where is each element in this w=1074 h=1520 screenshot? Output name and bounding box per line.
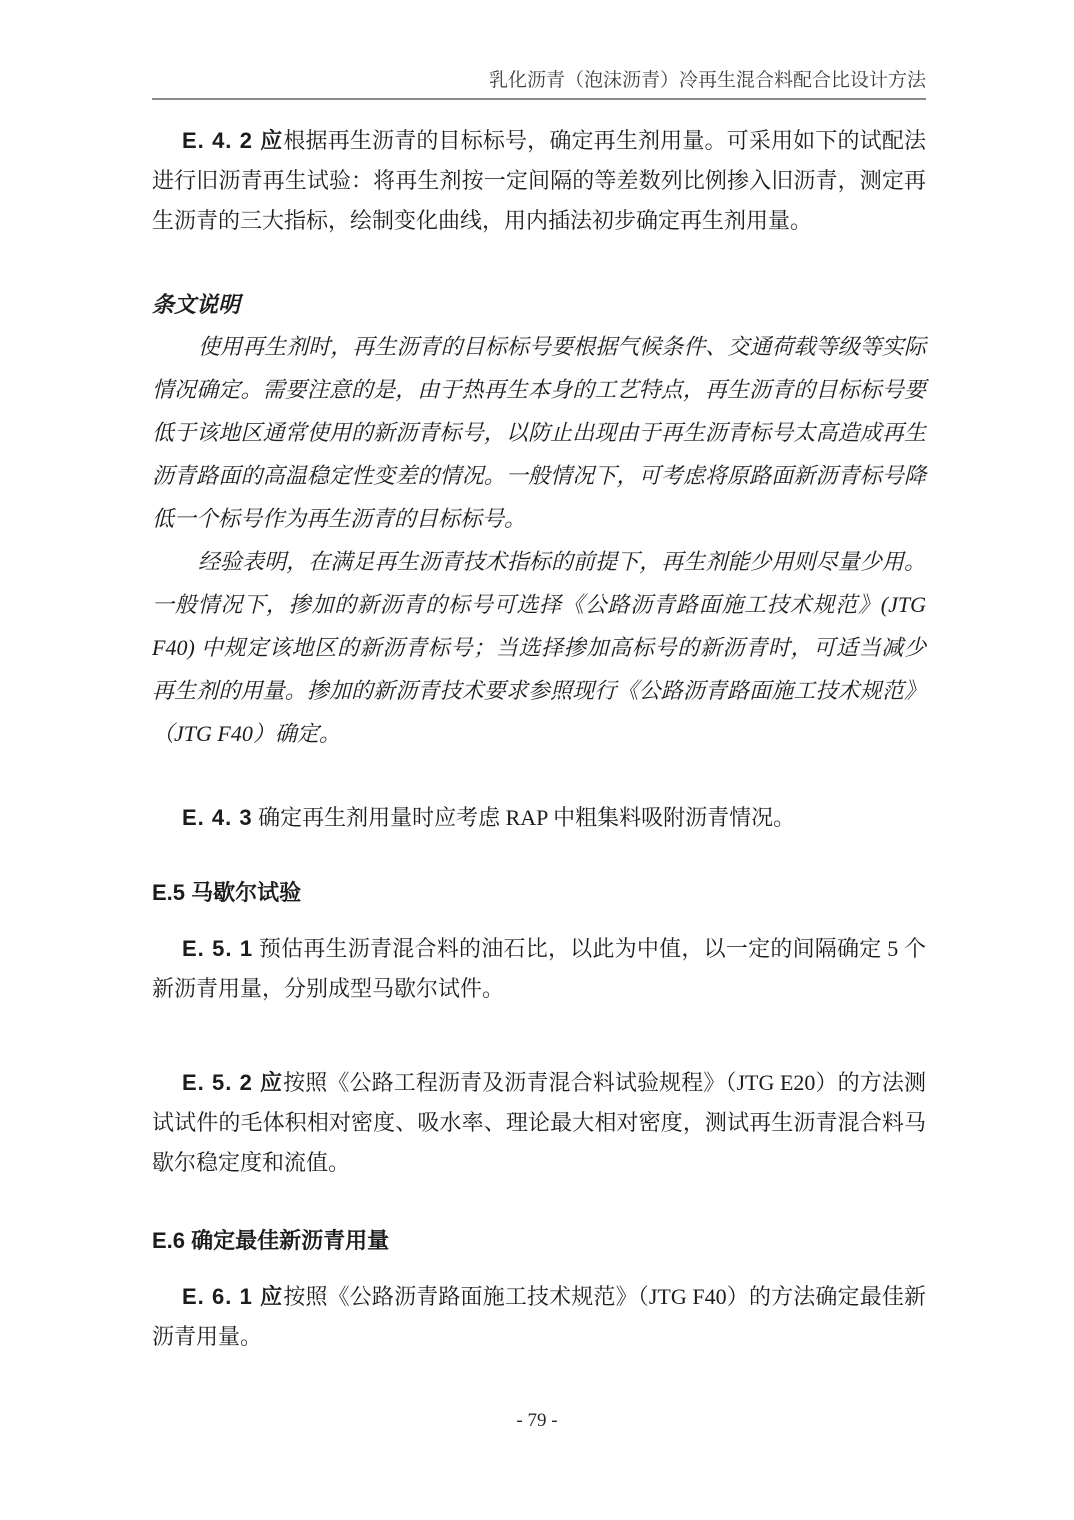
page-header (0, 0, 1074, 100)
clause-e5-1-number: E. 5. 1 (182, 936, 254, 961)
clause-e5-2-text: 按照《公路工程沥青及沥青混合料试验规程》（JTG E20）的方法测试试件的毛体积相对密度、吸水率、理论最大相对密度，测试再生沥青混合料马歇尔稳定度和流值。 (152, 1070, 926, 1175)
clause-e5-1-text: 预估再生沥青混合料的油石比，以此为中值，以一定的间隔确定 5 个新沥青用量，分别成型马歇尔试件。 (152, 936, 927, 1001)
header-rule (152, 98, 926, 100)
commentary-paragraph-2: 经验表明，在满足再生沥青技术指标的前提下，再生剂能少用则尽量少用。一般情况下，掺加的新沥青的标号可选择《公路沥青路面施工技术规范》(JTG F40) 中规定该地区的新沥青标号；当选择掺加高标号的新沥青时，可适当减少再生剂的用量。掺加的新沥青技术要求参照现行《公路沥青路面施工技术规范》（JTG F40）确定。 (152, 549, 926, 746)
commentary-paragraph-1: 使用再生剂时，再生沥青的目标标号要根据气候条件、交通荷载等级等实际情况确定。需要注意的是，由于热再生本身的工艺特点，再生沥青的目标标号要低于该地区通常使用的新沥青标号，以防止出现由于再生沥青标号太高造成再生沥青路面的高温稳定性变差的情况。一般情况下，可考虑将原路面新沥青标号降低一个标号作为再生沥青的目标标号。 (152, 334, 926, 531)
clause-e4-2 (152, 121, 926, 241)
clause-e5-1 (152, 929, 926, 1009)
page-number: - 79 - (516, 1410, 558, 1431)
clause-e6-1 (152, 1277, 926, 1357)
clause-e4-2-number: E. 4. 2 应 (182, 128, 284, 153)
document-body (0, 121, 1074, 1357)
clause-e5-2-number: E. 5. 2 应 (182, 1070, 284, 1095)
page-footer (0, 1410, 1074, 1432)
clause-e4-3 (152, 798, 926, 838)
clause-e6-1-text: 按照《公路沥青路面施工技术规范》（JTG F40）的方法确定最佳新沥青用量。 (152, 1284, 926, 1349)
clause-e4-3-number: E. 4. 3 (182, 805, 253, 830)
header-title: 乳化沥青（泡沫沥青）冷再生混合料配合比设计方法 (488, 70, 926, 91)
section-heading-e5: E.5 马歇尔试验 (152, 880, 302, 905)
clause-e4-3-text: 确定再生剂用量时应考虑 RAP 中粗集料吸附沥青情况。 (258, 805, 796, 830)
clause-e5-2 (152, 1063, 926, 1183)
clause-e4-2-text: 根据再生沥青的目标标号，确定再生剂用量。可采用如下的试配法进行旧沥青再生试验：将再生剂按一定间隔的等差数列比例掺入旧沥青，测定再生沥青的三大指标，绘制变化曲线，用内插法初步确定再生剂用量。 (152, 128, 926, 233)
commentary-heading: 条文说明 (152, 292, 241, 317)
section-heading-e6: E.6 确定最佳新沥青用量 (152, 1228, 390, 1253)
clause-e6-1-number: E. 6. 1 应 (182, 1284, 284, 1309)
